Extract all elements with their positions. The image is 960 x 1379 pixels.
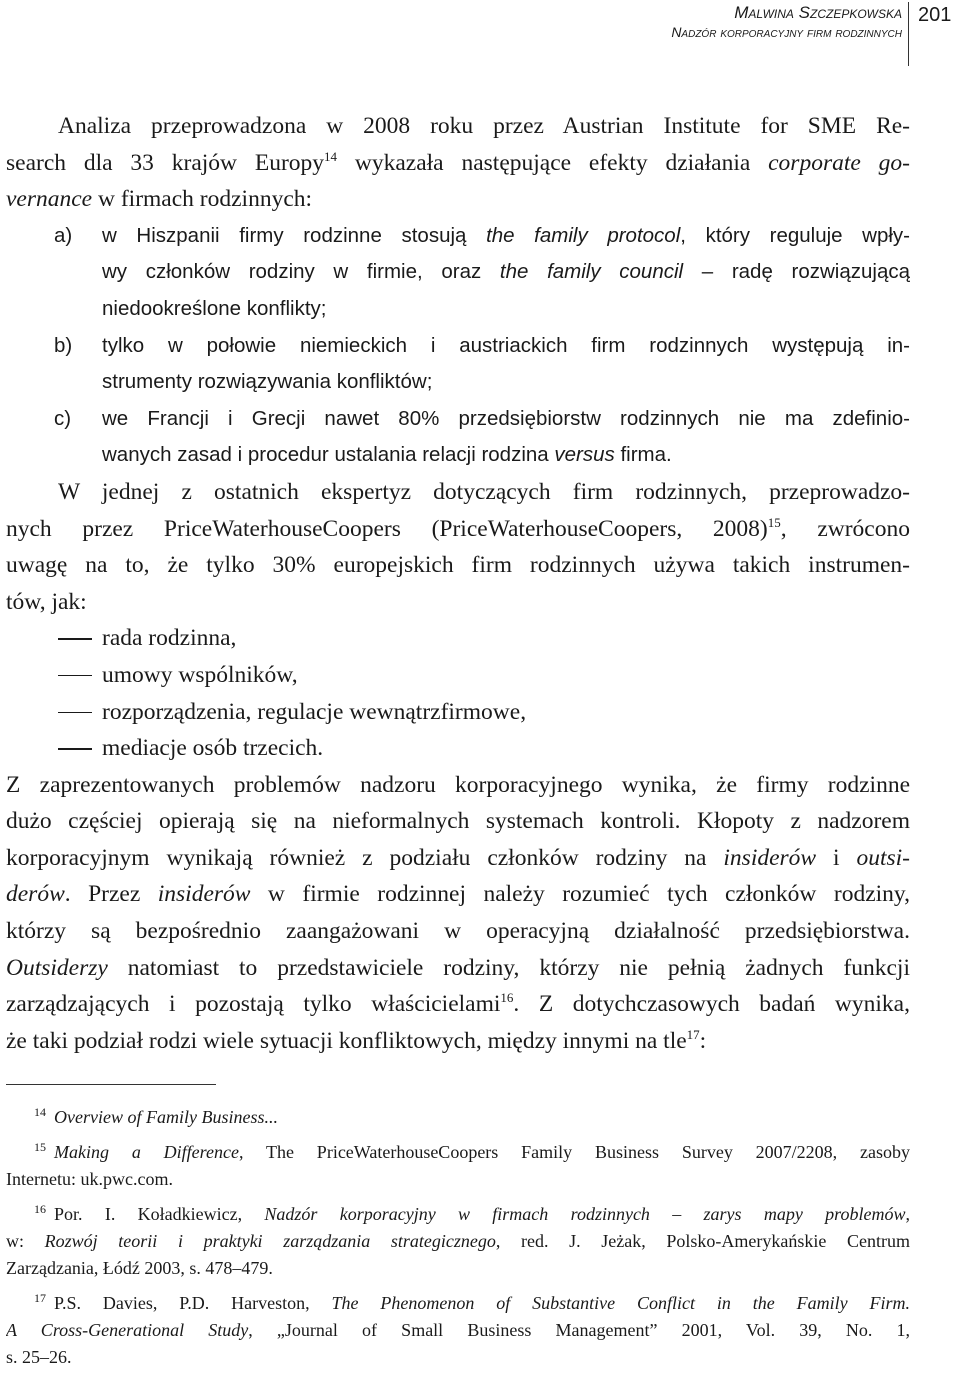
- p3-line2: dużo częściej opierają się na nieformalnych systemach kontroli. Kłopoty z nadzorem: [6, 808, 910, 835]
- p3-line4: derów. Przez insiderów w firmie rodzinnej należy rozumieć tych członków rodziny,: [6, 881, 910, 908]
- dash-item-3: rozporządzenia, regulacje wewnątrzfirmowe,: [6, 694, 910, 731]
- p3-line8: że taki podział rodzi wiele sytuacji konfliktowych, między innymi na tle$^{17}$:: [6, 1027, 707, 1054]
- p3-line3: korporacyjnym wynikają również z podziału członków rodziny na insiderów i outsi-: [6, 844, 910, 871]
- footnote-17: $^{17}$ P.S. Davies, P.D. Harveston, The Phenomenon of Substantive Conflict in the Family Firm. A Cross-Generational Study, „Journal of Small Business Management” 2001, Vol. 39, No. 1, s. 25–26.: [6, 1291, 910, 1367]
- p3-line5: którzy są bezpośrednio zaangażowani w operacyjną działalność przedsiębiorstwa.: [6, 918, 910, 945]
- footnote-16: $^{16}$ Por. I. Koładkiewicz, Nadzór korporacyjny w firmach rodzinnych – zarys mapy problemów, w: Rozwój teorii i praktyki zarządzania strategicznego, red. J. Jeżak, Polsko-Amerykańskie Centrum Zarządzania, Łódź 2003, s. 478–479.: [6, 1202, 910, 1278]
- p2-line2: nych przez PriceWaterhouseCoopers (PriceWaterhouseCoopers, 2008)$^{15}$, zwrócono: [6, 514, 910, 542]
- page-number: 201: [918, 4, 952, 26]
- p3-line6: Outsiderzy natomiast to przedstawiciele rodziny, którzy nie pełnią żadnych funkcji: [6, 954, 910, 981]
- header-title: Nadzór korporacyjny firm rodzinnych: [671, 24, 902, 40]
- list-item-c: c) we Francji i Grecji nawet 80% przedsiębiorstw rodzinnych nie ma zdefinio-: [54, 406, 910, 430]
- dash-item-2: umowy wspólników,: [6, 657, 910, 694]
- dash-bullet: [58, 638, 92, 640]
- footnote-ref-15[interactable]: 15: [767, 514, 781, 530]
- dash-bullet: [58, 748, 92, 750]
- footnote-ref-17[interactable]: 17: [686, 1027, 700, 1043]
- main-text: [6, 108, 910, 1059]
- footnote-14: $^{14}$ Overview of Family Business...: [34, 1105, 278, 1127]
- dash-bullet: [58, 712, 92, 714]
- p1-line2: search dla 33 krajów Europy$^{14}$ wykazała następujące efekty działania corporate go-: [6, 148, 910, 176]
- dash-bullet: [58, 675, 92, 677]
- list-item-b: b) tylko w połowie niemieckich i austriackich firm rodzinnych występują in-: [54, 333, 910, 357]
- p2-line1: W jednej z ostatnich ekspertyz dotyczących firm rodzinnych, przeprowadzo-: [58, 478, 910, 505]
- p1-line1: Analiza przeprowadzona w 2008 roku przez Austrian Institute for SME Re-: [58, 113, 910, 139]
- p3-line7: zarządzających i pozostają tylko właścicielami$^{16}$. Z dotychczasowych badań wynika,: [6, 990, 910, 1018]
- running-header: [0, 0, 960, 70]
- p2-line3: uwagę na to, że tylko 30% europejskich firm rodzinnych używa takich instrumen-: [6, 552, 910, 579]
- list-item-a: a) w Hiszpanii firmy rodzinne stosują the family protocol, który reguluje wpły-: [54, 223, 910, 247]
- p1-line3: vernance w firmach rodzinnych:: [6, 186, 313, 213]
- footnote-ref-14[interactable]: 14: [324, 148, 338, 164]
- p2-line4: tów, jak:: [6, 588, 87, 615]
- list-item-c-line2: wanych zasad i procedur ustalania relacji rodzina versus firma.: [102, 443, 672, 467]
- footnote-separator: [6, 1084, 216, 1085]
- list-item-a-line3: niedookreślone konflikty;: [102, 296, 327, 320]
- footnote-15: $^{15}$ Making a Difference, The PriceWaterhouseCoopers Family Business Survey 2007/2208, zasoby Internetu: uk.pwc.com.: [6, 1140, 910, 1189]
- footnotes: [6, 1104, 910, 1379]
- dash-item-1: rada rodzinna,: [6, 620, 910, 657]
- dash-item-4: mediacje osób trzecich.: [6, 730, 910, 767]
- header-divider: [908, 2, 909, 66]
- list-item-b-line2: strumenty rozwiązywania konfliktów;: [102, 370, 433, 394]
- footnote-ref-16[interactable]: 16: [500, 990, 514, 1006]
- p3-line1: Z zaprezentowanych problemów nadzoru korporacyjnego wynika, że firmy rodzinne: [6, 771, 910, 798]
- list-item-a-line2: wy członków rodziny w firmie, oraz the family council – radę rozwiązującą: [102, 260, 910, 284]
- header-author: Malwina Szczepkowska: [734, 3, 902, 22]
